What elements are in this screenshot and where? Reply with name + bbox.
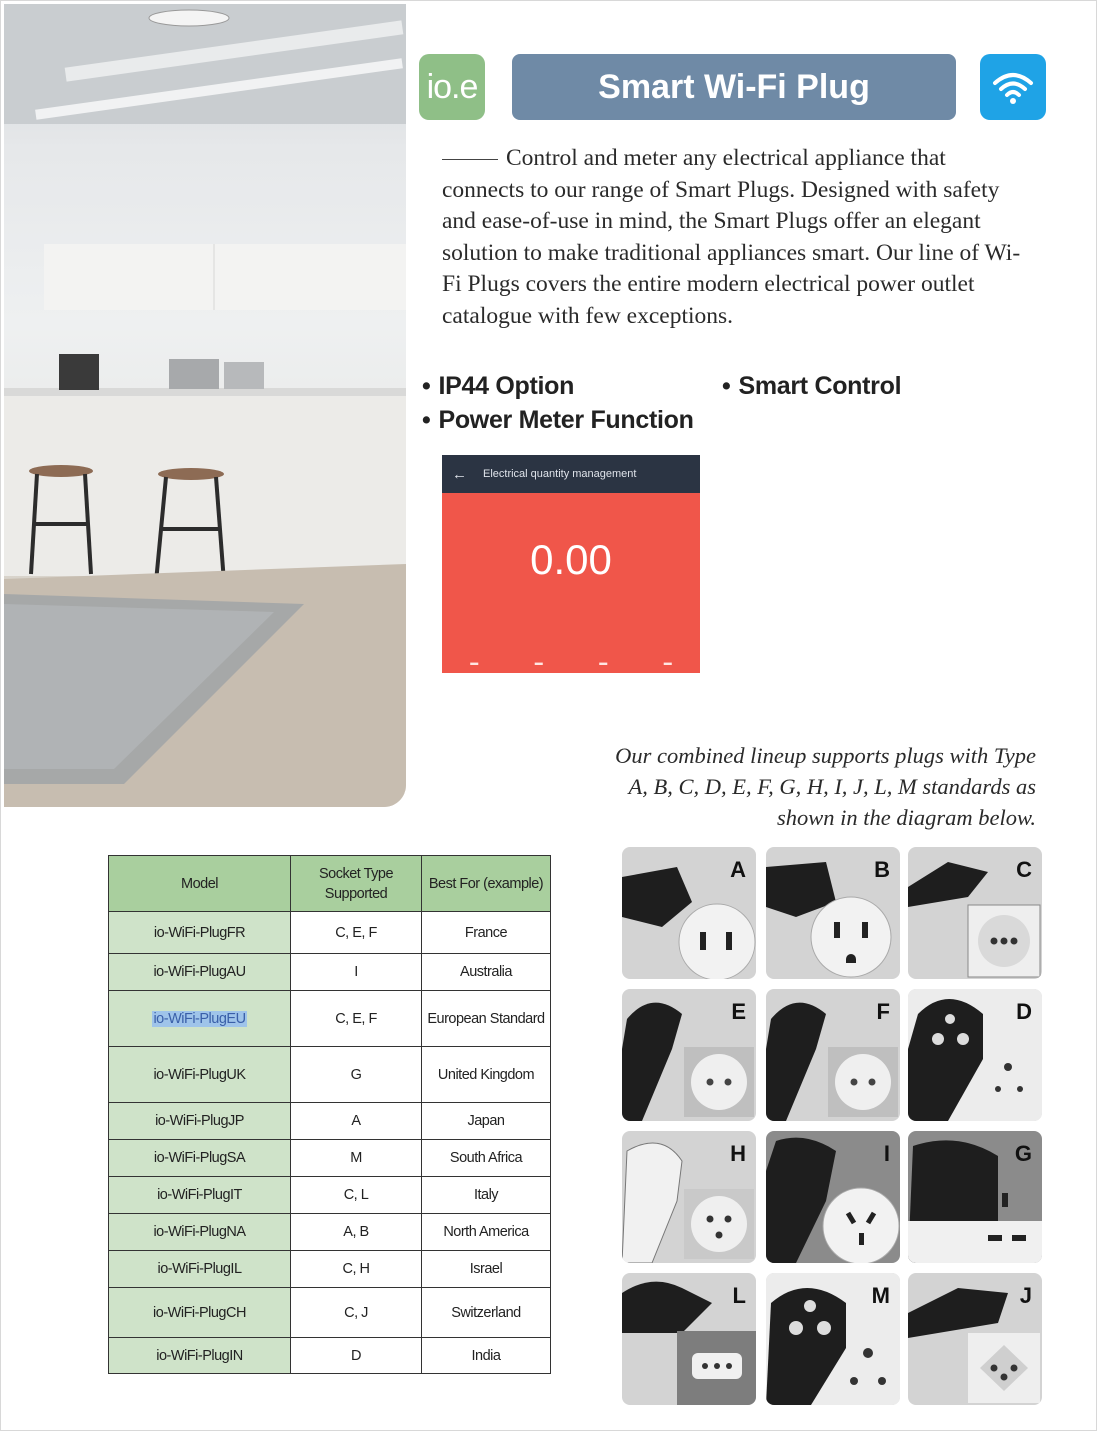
ioe-logo: io.e (419, 54, 485, 120)
socket-cell: A, B (291, 1214, 422, 1251)
plug-letter: L (732, 1283, 746, 1308)
best-for-cell: Switzerland (422, 1288, 551, 1338)
best-for-cell: France (422, 912, 551, 954)
table-row (109, 1288, 551, 1338)
app-stats (442, 646, 700, 667)
plug-letter: E (731, 999, 746, 1024)
best-for-cell: Israel (422, 1251, 551, 1288)
plug-type-j (908, 1273, 1042, 1405)
table-row (109, 1177, 551, 1214)
table-row (109, 912, 551, 954)
table-row (109, 1338, 551, 1374)
socket-cell: D (291, 1338, 422, 1374)
table-row (109, 991, 551, 1047)
model-cell: io-WiFi-PlugFR (109, 912, 291, 954)
app-stat: ▬ (534, 658, 543, 667)
highlighted-model: io-WiFi-PlugEU (153, 1010, 246, 1027)
model-table (108, 855, 551, 1374)
socket-cell: C, J (291, 1288, 422, 1338)
socket-cell: C, E, F (291, 991, 422, 1047)
app-stat: ▬ (663, 658, 672, 667)
page-title: Smart Wi-Fi Plug (512, 54, 956, 120)
plug-letter: F (876, 999, 890, 1024)
app-subtitle-blurred (452, 507, 700, 516)
plug-letter: G (1014, 1141, 1032, 1166)
plug-type-grid (622, 847, 1043, 1407)
plug-type-a (622, 847, 756, 979)
app-value: 0.00 (530, 536, 612, 583)
best-for-cell: Italy (422, 1177, 551, 1214)
app-screenshot (442, 455, 700, 673)
socket-cell: C, L (291, 1177, 422, 1214)
plug-letter: M (871, 1283, 890, 1308)
best-for-cell: Japan (422, 1103, 551, 1140)
feature-power-meter: • Power Meter Function (422, 406, 694, 434)
header-model: Model (109, 856, 291, 912)
kitchen-photo (4, 4, 406, 807)
plug-letter: D (1016, 999, 1032, 1024)
plug-type-m (766, 1273, 900, 1405)
model-cell: io-WiFi-PlugNA (109, 1214, 291, 1251)
model-cell: io-WiFi-PlugAU (109, 954, 291, 991)
socket-cell: I (291, 954, 422, 991)
socket-cell: G (291, 1047, 422, 1103)
model-cell: io-WiFi-PlugIN (109, 1338, 291, 1374)
plug-type-f (766, 989, 900, 1121)
plug-type-g (908, 1131, 1042, 1263)
plug-type-c (908, 847, 1042, 979)
app-header (442, 455, 700, 493)
plug-letter: I (883, 1141, 890, 1166)
app-stat: ▬ (470, 658, 479, 667)
table-row (109, 1103, 551, 1140)
best-for-cell: India (422, 1338, 551, 1374)
model-cell: io-WiFi-PlugJP (109, 1103, 291, 1140)
dash-divider (442, 159, 498, 160)
plug-type-l (622, 1273, 756, 1405)
table-row (109, 1251, 551, 1288)
plug-type-h (622, 1131, 756, 1263)
plug-type-i (766, 1131, 900, 1263)
model-cell: io-WiFi-PlugIT (109, 1177, 291, 1214)
socket-cell: M (291, 1140, 422, 1177)
best-for-cell: European Standard (422, 991, 551, 1047)
model-cell: io-WiFi-PlugUK (109, 1047, 291, 1103)
plug-type-e (622, 989, 756, 1121)
plug-letter: C (1016, 857, 1032, 882)
plug-type-d (908, 989, 1042, 1121)
back-arrow-icon: ← (452, 465, 467, 483)
feature-smart-control: • Smart Control (722, 372, 902, 400)
model-cell: io-WiFi-PlugSA (109, 1140, 291, 1177)
best-for-cell: United Kingdom (422, 1047, 551, 1103)
plug-type-b (766, 847, 900, 979)
best-for-cell: North America (422, 1214, 551, 1251)
intro-paragraph: Control and meter any electrical appliance that connects to our range of Smart Plugs. Designed with safety and ease-of-use in mind, the Smart Plugs offer an elegant solution to make traditional appliances smart. Our line of Wi-Fi Plugs covers the entire modern electrical power outlet catalogue with few exceptions. (442, 145, 1021, 329)
socket-cell: C, E, F (291, 912, 422, 954)
lineup-note: Our combined lineup supports plugs with Type A, B, C, D, E, F, G, H, I, J, L, M standards as shown in the diagram below. (615, 743, 1036, 830)
model-cell: io-WiFi-PlugCH (109, 1288, 291, 1338)
plug-letter: B (874, 857, 890, 882)
socket-cell: C, H (291, 1251, 422, 1288)
feature-ip44: • IP44 Option (422, 372, 575, 400)
plug-letter: H (730, 1141, 746, 1166)
table-row (109, 954, 551, 991)
app-stat: ▬ (599, 658, 608, 667)
app-header-title: Electrical quantity management (483, 468, 637, 480)
best-for-cell: South Africa (422, 1140, 551, 1177)
model-cell: io-WiFi-PlugIL (109, 1251, 291, 1288)
socket-cell: A (291, 1103, 422, 1140)
plug-letter: A (730, 857, 746, 882)
best-for-cell: Australia (422, 954, 551, 991)
table-row (109, 1047, 551, 1103)
wifi-icon (980, 54, 1046, 120)
plug-letter: J (1019, 1283, 1032, 1308)
header-socket-type: Socket Type Supported (291, 856, 422, 912)
model-cell (109, 991, 291, 1047)
table-row (109, 1214, 551, 1251)
table-row (109, 1140, 551, 1177)
header-best-for: Best For (example) (422, 856, 551, 912)
